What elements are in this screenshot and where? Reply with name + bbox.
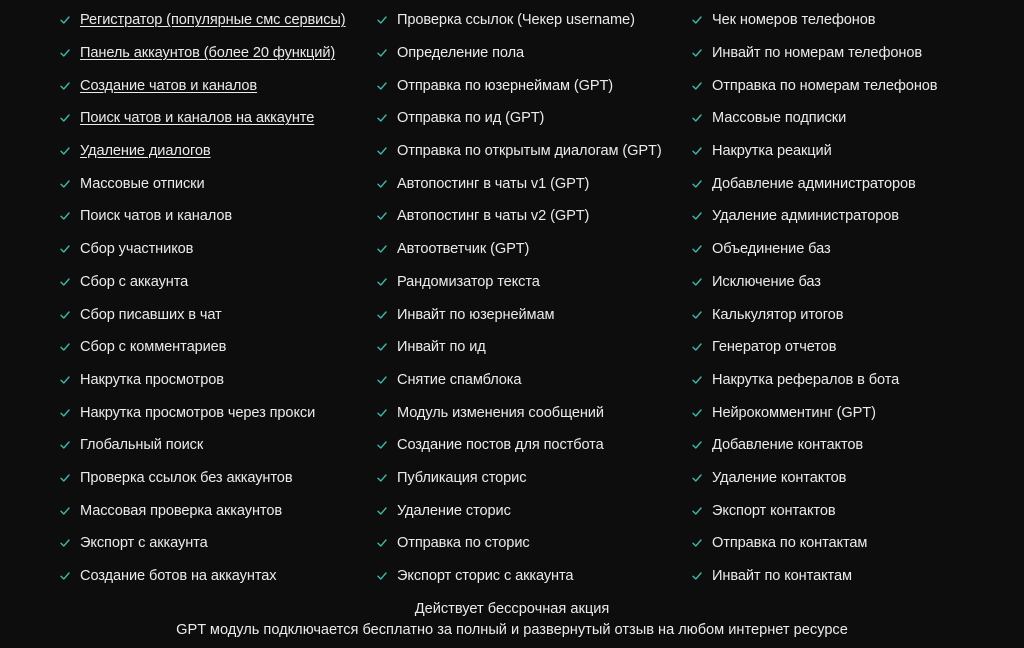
check-icon — [692, 212, 712, 220]
feature-label: Экспорт сторис с аккаунта — [397, 568, 574, 585]
feature-item — [377, 462, 692, 495]
check-icon — [692, 278, 712, 286]
feature-item — [692, 527, 1022, 560]
check-icon — [692, 147, 712, 155]
check-icon — [60, 16, 80, 24]
feature-label: Отправка по сторис — [397, 535, 530, 552]
feature-link[interactable]: Удаление диалогов — [80, 143, 211, 160]
check-icon — [692, 49, 712, 57]
feature-item — [60, 560, 380, 593]
check-icon — [692, 114, 712, 122]
feature-label: Создание постов для постбота — [397, 437, 604, 454]
feature-label: Накрутка просмотров — [80, 371, 224, 388]
check-icon — [692, 82, 712, 90]
feature-item — [692, 266, 1022, 299]
feature-item — [377, 494, 692, 527]
feature-item — [377, 560, 692, 593]
check-icon — [60, 507, 80, 515]
feature-item[interactable] — [60, 69, 380, 102]
feature-label: Проверка ссылок (Чекер username) — [397, 12, 635, 29]
check-icon — [60, 278, 80, 286]
check-icon — [692, 409, 712, 417]
feature-label: Экспорт контактов — [712, 502, 836, 519]
check-icon — [377, 474, 397, 482]
feature-label: Массовые подписки — [712, 110, 847, 127]
feature-label: Рандомизатор текста — [397, 273, 540, 290]
feature-item — [377, 200, 692, 233]
feature-item[interactable] — [60, 135, 380, 168]
feature-item — [60, 266, 380, 299]
check-icon — [60, 474, 80, 482]
feature-label: Отправка по ид (GPT) — [397, 110, 545, 127]
check-icon — [377, 539, 397, 547]
feature-label: Определение пола — [397, 45, 525, 62]
check-icon — [377, 441, 397, 449]
feature-label: Инвайт по контактам — [712, 568, 852, 585]
check-icon — [692, 474, 712, 482]
check-icon — [60, 441, 80, 449]
feature-item — [60, 364, 380, 397]
feature-label: Проверка ссылок без аккаунтов — [80, 469, 293, 486]
check-icon — [692, 16, 712, 24]
feature-item — [692, 37, 1022, 70]
feature-item — [377, 102, 692, 135]
feature-item — [692, 135, 1022, 168]
feature-item[interactable] — [60, 102, 380, 135]
feature-item — [60, 396, 380, 429]
feature-label: Сбор писавших в чат — [80, 306, 222, 323]
feature-label: Накрутка реакций — [712, 143, 832, 160]
check-icon — [60, 114, 80, 122]
check-icon — [377, 311, 397, 319]
feature-label: Инвайт по номерам телефонов — [712, 45, 922, 62]
feature-item — [377, 527, 692, 560]
check-icon — [692, 245, 712, 253]
feature-item — [692, 462, 1022, 495]
check-icon — [692, 343, 712, 351]
check-icon — [60, 212, 80, 220]
feature-link[interactable]: Панель аккаунтов (более 20 функций) — [80, 45, 336, 62]
check-icon — [60, 409, 80, 417]
feature-item — [692, 102, 1022, 135]
feature-label: Публикация сторис — [397, 469, 527, 486]
check-icon — [60, 147, 80, 155]
feature-label: Отправка по открытым диалогам (GPT) — [397, 143, 662, 160]
feature-item — [377, 331, 692, 364]
check-icon — [377, 376, 397, 384]
feature-item — [377, 4, 692, 37]
feature-item — [60, 233, 380, 266]
check-icon — [60, 245, 80, 253]
feature-item — [60, 462, 380, 495]
feature-list — [0, 4, 1024, 596]
feature-label: Исключение баз — [712, 273, 821, 290]
feature-label: Сбор с комментариев — [80, 339, 227, 356]
check-icon — [377, 114, 397, 122]
feature-item — [377, 37, 692, 70]
feature-item[interactable] — [60, 4, 380, 37]
feature-label: Отправка по юзернеймам (GPT) — [397, 77, 614, 94]
feature-label: Удаление контактов — [712, 469, 847, 486]
feature-item — [60, 167, 380, 200]
feature-label: Отправка по контактам — [712, 535, 868, 552]
feature-item — [60, 200, 380, 233]
feature-label: Добавление контактов — [712, 437, 864, 454]
feature-item — [60, 429, 380, 462]
check-icon — [692, 441, 712, 449]
feature-item — [377, 429, 692, 462]
feature-label: Отправка по номерам телефонов — [712, 77, 938, 94]
feature-label: Добавление администраторов — [712, 175, 916, 192]
feature-item — [377, 298, 692, 331]
check-icon — [377, 572, 397, 580]
check-icon — [60, 572, 80, 580]
feature-label: Объединение баз — [712, 241, 831, 258]
feature-item — [692, 331, 1022, 364]
feature-label: Накрутка просмотров через прокси — [80, 404, 316, 421]
check-icon — [377, 212, 397, 220]
feature-label: Автопостинг в чаты v1 (GPT) — [397, 175, 590, 192]
feature-item — [377, 364, 692, 397]
check-icon — [60, 180, 80, 188]
check-icon — [377, 82, 397, 90]
feature-link[interactable]: Регистратор (популярные смс сервисы) — [80, 12, 346, 29]
gpt-offer-note: GPT модуль подключается бесплатно за полный и развернутый отзыв на любом интернет ресурсе — [176, 622, 848, 638]
feature-item[interactable] — [60, 37, 380, 70]
check-icon — [60, 343, 80, 351]
feature-item — [692, 494, 1022, 527]
feature-item — [377, 266, 692, 299]
feature-link[interactable]: Создание чатов и каналов — [80, 77, 258, 94]
check-icon — [377, 343, 397, 351]
feature-label: Нейрокомментинг (GPT) — [712, 404, 876, 421]
feature-label: Модуль изменения сообщений — [397, 404, 604, 421]
feature-label: Поиск чатов и каналов — [80, 208, 232, 225]
feature-item — [692, 429, 1022, 462]
feature-item — [692, 233, 1022, 266]
feature-label: Удаление администраторов — [712, 208, 899, 225]
feature-column-3 — [692, 4, 1022, 592]
feature-label: Экспорт с аккаунта — [80, 535, 208, 552]
check-icon — [692, 311, 712, 319]
check-icon — [60, 49, 80, 57]
check-icon — [377, 16, 397, 24]
feature-label: Массовые отписки — [80, 175, 205, 192]
feature-label: Автопостинг в чаты v2 (GPT) — [397, 208, 590, 225]
feature-item — [692, 560, 1022, 593]
check-icon — [377, 507, 397, 515]
feature-label: Генератор отчетов — [712, 339, 837, 356]
feature-label: Калькулятор итогов — [712, 306, 844, 323]
check-icon — [377, 49, 397, 57]
feature-item — [692, 69, 1022, 102]
feature-label: Удаление сторис — [397, 502, 511, 519]
check-icon — [60, 376, 80, 384]
feature-item — [692, 364, 1022, 397]
feature-label: Сбор с аккаунта — [80, 273, 189, 290]
check-icon — [377, 180, 397, 188]
feature-label: Накрутка рефералов в бота — [712, 371, 900, 388]
check-icon — [60, 539, 80, 547]
feature-label: Глобальный поиск — [80, 437, 204, 454]
check-icon — [692, 572, 712, 580]
check-icon — [377, 245, 397, 253]
feature-label: Сбор участников — [80, 241, 194, 258]
feature-label: Снятие спамблока — [397, 371, 522, 388]
feature-link[interactable]: Поиск чатов и каналов на аккаунте — [80, 110, 315, 127]
check-icon — [692, 180, 712, 188]
feature-label: Инвайт по юзернеймам — [397, 306, 555, 323]
feature-item — [377, 233, 692, 266]
feature-item — [60, 494, 380, 527]
feature-item — [692, 200, 1022, 233]
feature-column-1 — [60, 4, 380, 592]
check-icon — [377, 409, 397, 417]
feature-label: Создание ботов на аккаунтах — [80, 568, 277, 585]
feature-item — [377, 69, 692, 102]
check-icon — [377, 147, 397, 155]
check-icon — [377, 278, 397, 286]
feature-label: Автоответчик (GPT) — [397, 241, 530, 258]
feature-item — [692, 396, 1022, 429]
feature-item — [60, 298, 380, 331]
feature-item — [60, 331, 380, 364]
feature-item — [377, 167, 692, 200]
check-icon — [692, 376, 712, 384]
promo-notice: Действует бессрочная акция — [414, 601, 610, 617]
feature-label: Массовая проверка аккаунтов — [80, 502, 283, 519]
feature-column-2 — [377, 4, 692, 592]
feature-item — [692, 298, 1022, 331]
check-icon — [692, 539, 712, 547]
feature-item — [692, 167, 1022, 200]
feature-item — [377, 135, 692, 168]
feature-item — [60, 527, 380, 560]
feature-label: Чек номеров телефонов — [712, 12, 876, 29]
check-icon — [692, 507, 712, 515]
feature-item — [692, 4, 1022, 37]
check-icon — [60, 311, 80, 319]
check-icon — [60, 82, 80, 90]
feature-item — [377, 396, 692, 429]
feature-label: Инвайт по ид — [397, 339, 486, 356]
